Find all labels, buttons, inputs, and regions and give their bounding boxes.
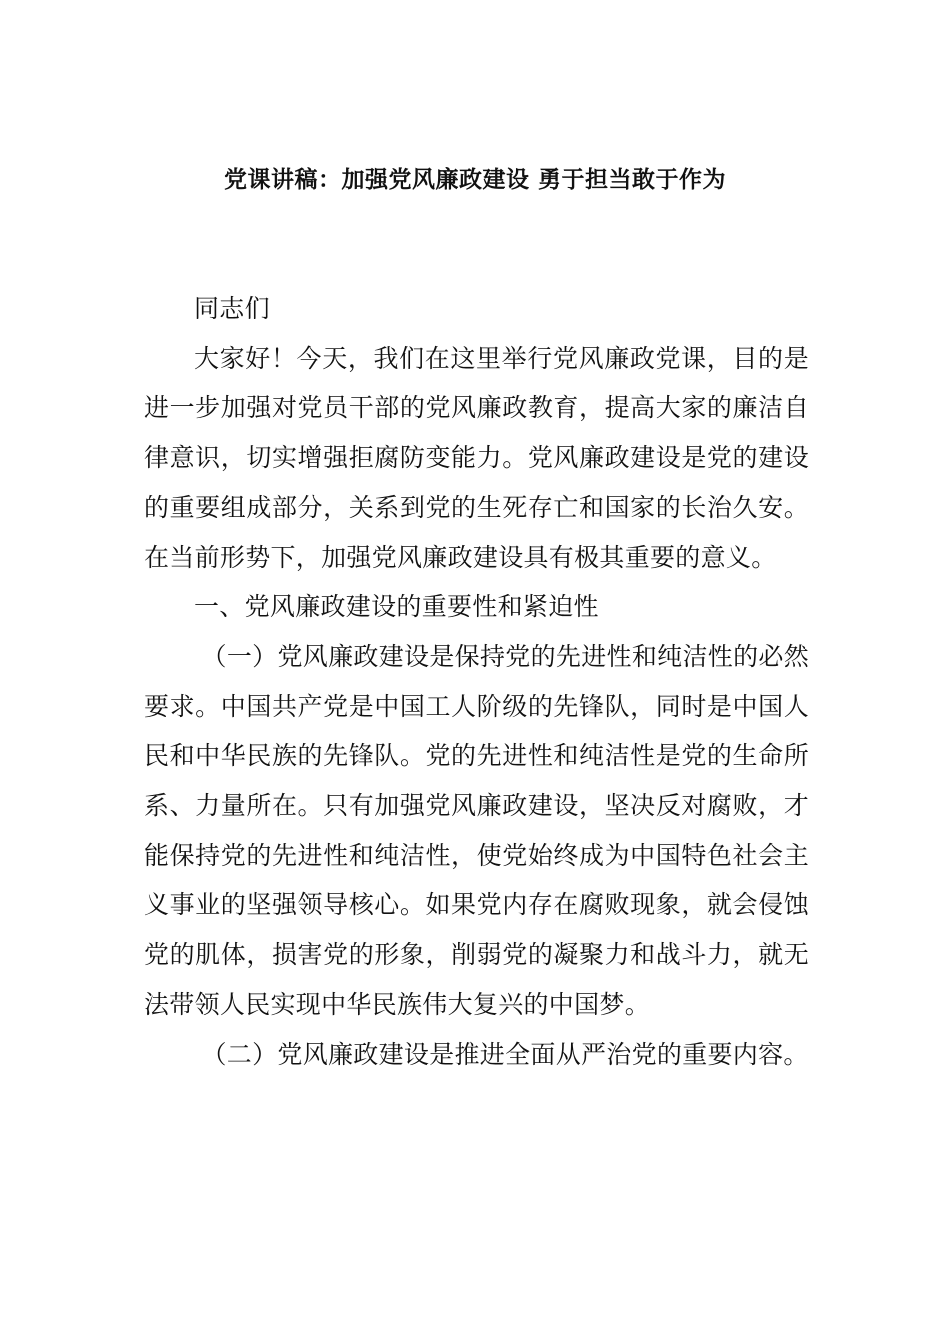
subsection-1: （一）党风廉政建设是保持党的先进性和纯洁性的必然要求。中国共产党是中国工人阶级的先锋队，同时是中国人民和中华民族的先锋队。党的先进性和纯洁性是党的生命所系、力量所在。只有加强党风廉政建设，坚决反对腐败，才能保持党的先进性和纯洁性，使党始终成为中国特色社会主义事业的坚强领导核心。如果党内存在腐败现象，就会侵蚀党的肌体，损害党的形象，削弱党的凝聚力和战斗力，就无法带领人民实现中华民族伟大复兴的中国梦。 xyxy=(144,641,809,1019)
document-title: 党课讲稿：加强党风廉政建设 勇于担当敢于作为 xyxy=(223,167,726,193)
subsection-2: （二）党风廉政建设是推进全面从严治党的重要内容。 xyxy=(201,1039,809,1069)
paragraph-intro: 大家好！今天，我们在这里举行党风廉政党课，目的是进一步加强对党员干部的党风廉政教育，提高大家的廉洁自律意识，切实增强拒腐防变能力。党风廉政建设是党的建设的重要组成部分，关系到党的生死存亡和国家的长治久安。在当前形势下，加强党风廉政建设具有极其重要的意义。 xyxy=(144,343,809,572)
section-heading-1: 一、党风廉政建设的重要性和紧迫性 xyxy=(194,592,599,622)
document-body xyxy=(144,284,809,1079)
salutation: 同志们 xyxy=(194,294,270,323)
